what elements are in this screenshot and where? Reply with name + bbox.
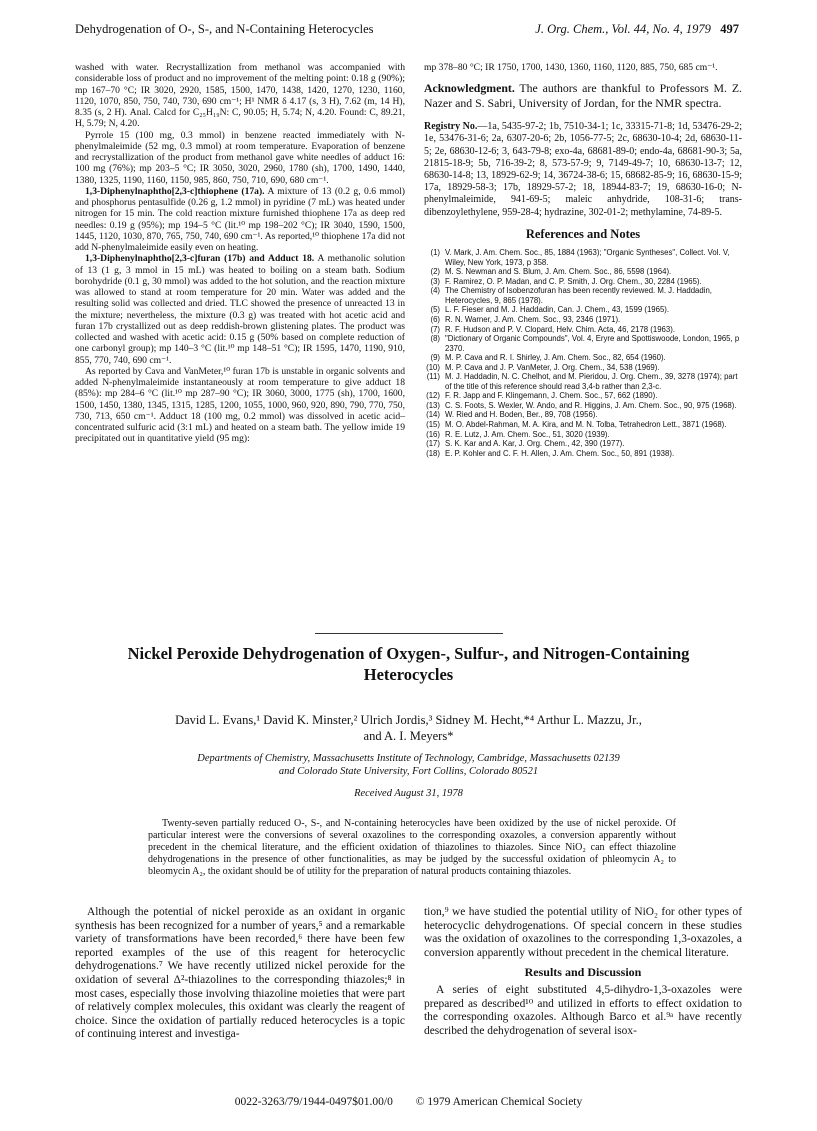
reference-text: R. E. Lutz, J. Am. Chem. Soc., 51, 3020 (1939). — [445, 429, 610, 439]
reference-number: (9) — [430, 353, 440, 363]
reference-item — [424, 430, 742, 440]
author-list — [90, 713, 727, 744]
page-footer — [0, 1096, 817, 1108]
registry-heading: Registry No. — [424, 121, 478, 133]
reference-item — [424, 449, 742, 459]
experimental-paragraph — [75, 253, 405, 366]
running-header-journal — [535, 22, 739, 37]
reference-number: (4) — [430, 286, 440, 296]
reference-number: (5) — [430, 305, 440, 315]
reference-item — [424, 410, 742, 420]
compound-heading: 1,3-Diphenylnaphtho[2,3-c]thiophene (17a). — [85, 185, 265, 197]
experimental-paragraph: mp 378–80 °C; IR 1750, 1700, 1430, 1360, 1160, 1120, 885, 750, 685 cm⁻¹. — [424, 62, 718, 73]
reference-text: F. Ramirez, O. P. Madan, and C. P. Smith, J. Org. Chem., 30, 2284 (1965). — [445, 276, 702, 286]
body-paragraph: A series of eight substituted 4,5-dihydro-1,3-oxazoles were prepared as described¹⁰ and utilized in efforts to effect oxidation to the corresponding oxazoles. Although Barco et al.⁹ᵃ have recently described the dehydrogenation of several isox- — [424, 983, 742, 1037]
page-number: 497 — [720, 22, 739, 36]
reference-text: M. P. Cava and J. P. VanMeter, J. Org. Chem., 34, 538 (1969). — [445, 362, 660, 372]
authors-line: and A. I. Meyers* — [363, 728, 454, 743]
body-column-left — [75, 906, 405, 1042]
acknowledgment — [424, 81, 742, 111]
reference-item — [424, 334, 742, 353]
reference-text: M. J. Haddadin, N. C. Chelhot, and M. Pieridou, J. Org. Chem., 39, 3278 (1974); part of the title of this reference should read 3,4-b rather than 2,3-c. — [445, 372, 738, 391]
reference-number: (6) — [430, 314, 440, 324]
article-title: Nickel Peroxide Dehydrogenation of Oxygen-, Sulfur-, and Nitrogen-Containing Heterocycles — [127, 644, 690, 684]
reference-item — [424, 363, 742, 373]
reference-item — [424, 372, 742, 391]
acknowledgment-text: The authors are thankful to Professors M. Z. Nazer and S. Sabri, University of Jordan, for the NMR spectra. — [424, 81, 742, 111]
reference-number: (1) — [430, 248, 440, 258]
references-list — [424, 248, 742, 458]
experimental-paragraph: As reported by Cava and VanMeter,¹⁰ furan 17b is unstable in organic solvents and added N-phenylmaleimide instantaneously at room temperature to give adduct 18 (85%): mp 284–6 °C (lit.¹⁰ mp 287–90 °C); IR 3060, 3000, 1775 (sh), 1700, 1600, 1500, 1450, 1380, 1345, 1315, 1285, 1200, 1055, 1000, 960, 920, 890, 790, 770, 750, 730, 713, 650 cm⁻¹. Adduct 18 (100 mg, 0.2 mmol) was dissolved in acetic acid–concentrated sulfuric acid (3:1 mL) and heated on a steam bath. The yellow imide 19 precipitated out in quantitative yield (95 mg): — [75, 365, 405, 445]
experimental-paragraph: washed with water. Recrystallization from methanol was accompanied with considerable loss of product and no improvement of the melting point: 0.18 g (90%); mp 167–70 °C; IR 3020, 2920, 1585, 1500, 1470, 1438, 1420, 1270, 1230, 1160, 1120, 1070, 850, 750, 740, 730, 690 cm⁻¹; H¹ NMR δ 4.17 (s, 3 H), 7.62 (m, 14 H), 8.35 (s, 2 H). Anal. Calcd for C₂₅H₁₉N: C, 90.05; H, 5.74; N, 4.20. Found: C, 89.21, H, 5.79; N, 4.20. — [75, 62, 405, 130]
reference-item — [424, 305, 742, 315]
received-date: Received August 31, 1978 — [354, 788, 463, 799]
authors-line: David L. Evans,¹ David K. Minster,² Ulrich Jordis,³ Sidney M. Hecht,*⁴ Arthur L. Mazzu, Jr., — [175, 713, 642, 727]
body-paragraph: Although the potential of nickel peroxide as an oxidant in organic synthesis has been recognized for a number of years,⁵ and a remarkable variety of transformations have been recorded,⁶ there have been few reported examples of the use of this reagent for heterocyclic dehydrogenations.⁷ We have recently utilized nickel peroxide for the oxidation of several Δ²-thiazolines to the corresponding thiazoles;⁸ in most cases, especially those involving thiazoline moieties that were part of relatively complex molecules, this oxidant was clearly the reagent of choice. Since the oxidation of partially reduced heterocycles is a topic of continuing interest and investiga- — [75, 906, 405, 1041]
section-heading: Results and Discussion — [524, 965, 642, 980]
reference-item — [424, 315, 742, 325]
reference-item — [424, 267, 742, 277]
reference-item — [424, 286, 742, 305]
reference-item — [424, 439, 742, 449]
reference-number: (3) — [430, 276, 440, 286]
running-header-title: Dehydrogenation of O-, S-, and N-Containing Heterocycles — [75, 22, 374, 36]
reference-text: R. F. Hudson and P. V. Clopard, Helv. Chim. Acta, 46, 2178 (1963). — [445, 324, 675, 334]
reference-text: R. N. Warner, J. Am. Chem. Soc., 93, 2346 (1971). — [445, 314, 621, 324]
paragraph-text: A mixture of 13 (0.2 g, 0.6 mmol) and phosphorus pentasulfide (0.26 g, 1.2 mmol) in pyridine (7 mL) was heated under nitrogen for 15 min. The cold reaction mixture furnished thiophene 17a as deep red needles: 0.19 g (95%); mp 194–5 °C (lit.¹⁰ mp 198–202 °C); IR 3040, 1590, 1500, 1445, 1120, 1030, 870, 765, 750, 740, 690 cm⁻¹. As reported,¹⁰ thiophene 17a did not add N-phenylmaleimide easily even on heating. — [75, 185, 405, 253]
copyright-notice: © 1979 American Chemical Society — [415, 1096, 583, 1108]
reference-number: (12) — [426, 391, 440, 401]
reference-number: (8) — [430, 334, 440, 344]
reference-number: (18) — [426, 448, 440, 458]
reference-number: (15) — [426, 419, 440, 429]
body-paragraph: tion,⁹ we have studied the potential utility of NiO₂ for other types of heterocyclic dehydrogenations. Of special concern in these studies was the oxidation of oxazolines to the corresponding 1,3-oxazoles, a conversion apparently without precedent in the chemical literature. — [424, 906, 742, 959]
experimental-paragraph: Pyrrole 15 (100 mg, 0.3 mmol) in benzene reacted immediately with N-phenylmaleimide (52 mg, 0.3 mmol) at room temperature. Evaporation of benzene and recrystallization of the product from methanol gave white needles of adduct 16: 100 mg (76%); mp 203–5 °C; IR 3050, 3020, 2960, 1780 (sh), 1700, 1490, 1440, 1380, 1325, 1190, 1160, 1150, 985, 860, 750, 710, 690, 680 cm⁻¹. — [75, 129, 405, 186]
affiliations — [90, 753, 727, 779]
experimental-column-right — [424, 62, 742, 458]
reference-text: M. S. Newman and S. Blum, J. Am. Chem. Soc., 86, 5598 (1964). — [445, 267, 672, 277]
affiliation-line: and Colorado State University, Fort Collins, Colorado 80521 — [278, 765, 539, 777]
reference-number: (13) — [426, 400, 440, 410]
reference-text: L. F. Fieser and M. J. Haddadin, Can. J. Chem., 43, 1599 (1965). — [445, 305, 670, 315]
reference-number: (14) — [426, 410, 440, 420]
reference-item — [424, 325, 742, 335]
reference-text: C. S. Foots, S. Wexler, W. Ando, and R. Higgins, J. Am. Chem. Soc., 90, 975 (1968). — [445, 400, 737, 410]
reference-number: (17) — [426, 439, 440, 449]
reference-item — [424, 401, 742, 411]
experimental-column-left — [75, 62, 405, 445]
reference-text: The Chemistry of Isobenzofuran has been recently reviewed. M. J. Haddadin, Heterocycles, 9, 865 (1978). — [445, 286, 712, 305]
reference-number: (16) — [426, 429, 440, 439]
experimental-paragraph — [75, 186, 405, 254]
reference-number: (7) — [430, 324, 440, 334]
reference-item — [424, 277, 742, 287]
reference-text: V. Mark, J. Am. Chem. Soc., 85, 1884 (1963); "Organic Syntheses", Collect. Vol. V, Wiley, New York, 1973, p 358. — [445, 248, 730, 267]
reference-text: M. O. Abdel-Rahman, M. A. Kira, and M. N. Tolba, Tetrahedron Lett., 3871 (1968). — [445, 419, 727, 429]
reference-text: "Dictionary of Organic Compounds", Vol. 4, Eryre and Spottiswoode, London, 1965, p 2370. — [445, 334, 740, 353]
reference-text: S. K. Kar and A. Kar, J. Org. Chem., 42, 390 (1977). — [445, 439, 625, 449]
reference-text: M. P. Cava and R. I. Shirley, J. Am. Chem. Soc., 82, 654 (1960). — [445, 353, 666, 363]
reference-item — [424, 420, 742, 430]
reference-item — [424, 391, 742, 401]
abstract: Twenty-seven partially reduced O-, S-, and N-containing heterocycles have been oxidized by the use of nickel peroxide. Of particular interest were the conversions of several oxazolines to the corresponding oxazoles, a conversion apparently without precedent in the chemical literature, and the efficient oxidation of thiazolines to thiazoles. Since NiO₂ can effect thiazoline dehydrogenations in the presence of other functionalities, as may be judged by the successful oxidation of phleomycin A₂ to bleomycin A₂, the oxidant should be of utility for the preparation of natural products containing thiazoles. — [148, 818, 676, 878]
article-code: 0022-3263/79/1944-0497$01.00/0 — [234, 1096, 393, 1108]
paragraph-text: A methanolic solution of 13 (1 g, 3 mmol in 15 mL) was heated to boiling on a steam bath. Sodium borohydride (0.1 g, 30 mmol) was added to the hot solution, and the reaction mixture was allowed to stand at room temperature for 20 min. Water was added and the resulting solid was collected and dried. TLC showed the presence of unreacted 13 in the mixture; nevertheless, the mixture (0.3 g) was treated with hot acetic acid and furan 17b crystallized out as deep reddish-brown glistening plates. The product was collected and washed with acetic acid: 0.15 g (50% based on complete reduction of one carbonyl group); mp 140–3 °C (lit.¹⁰ mp 148–51 °C); IR 1595, 1470, 1190, 910, 855, 770, 740, 690 cm⁻¹. — [75, 253, 405, 366]
article-divider — [315, 633, 503, 634]
compound-heading: 1,3-Diphenylnaphtho[2,3-c]furan (17b) and Adduct 18. — [85, 253, 315, 265]
reference-text: W. Ried and H. Boden, Ber., 89, 708 (1956). — [445, 410, 598, 420]
reference-text: E. P. Kohler and C. F. H. Allen, J. Am. Chem. Soc., 50, 891 (1938). — [445, 448, 675, 458]
affiliation-line: Departments of Chemistry, Massachusetts Institute of Technology, Cambridge, Massachusetts 02139 — [197, 753, 620, 764]
references-heading: References and Notes — [525, 226, 641, 241]
reference-number: (2) — [430, 267, 440, 277]
body-column-right — [424, 906, 742, 1038]
reference-number: (10) — [426, 362, 440, 372]
journal-citation: J. Org. Chem., Vol. 44, No. 4, 1979 — [535, 22, 711, 36]
reference-item — [424, 248, 742, 267]
registry-text: —1a, 5435-97-2; 1b, 7510-34-1; 1c, 33315-71-8; 1d, 53476-29-2; 1e, 53476-31-6; 2a, 6307-20-6; 2b, 1056-77-5; 2c, 68630-10-4; 2d, 68630-11-5; 2e, 68630-12-6; 3, 643-79-8; exo-4a, 68681-89-0; endo-4a, 68681-90-3; 5a, 21815-18-9; 5b, 716-39-2; 8, 573-57-9; 9, 7149-49-7; 10, 68630-13-7; 12, 68630-14-8; 13, 18929-62-9; 14, 36724-38-6; 15, 68682-85-9; 16, 68630-15-9; 17a, 18929-58-3; 17b, 18929-57-2; 18, 18944-83-7; 19, 68630-16-0; N-phenylmaleimide, 941-69-5; maleic anhydride, 108-31-6; trans-dibenzoylethylene, 959-28-4; hydrazine, 302-01-2; methylamine, 74-89-5. — [424, 121, 742, 218]
registry-numbers — [424, 121, 742, 219]
acknowledgment-heading: Acknowledgment. — [424, 81, 515, 96]
reference-text: F. R. Japp and F. Klingemann, J. Chem. Soc., 57, 662 (1890). — [445, 391, 658, 401]
reference-item — [424, 353, 742, 363]
reference-number: (11) — [426, 372, 440, 382]
